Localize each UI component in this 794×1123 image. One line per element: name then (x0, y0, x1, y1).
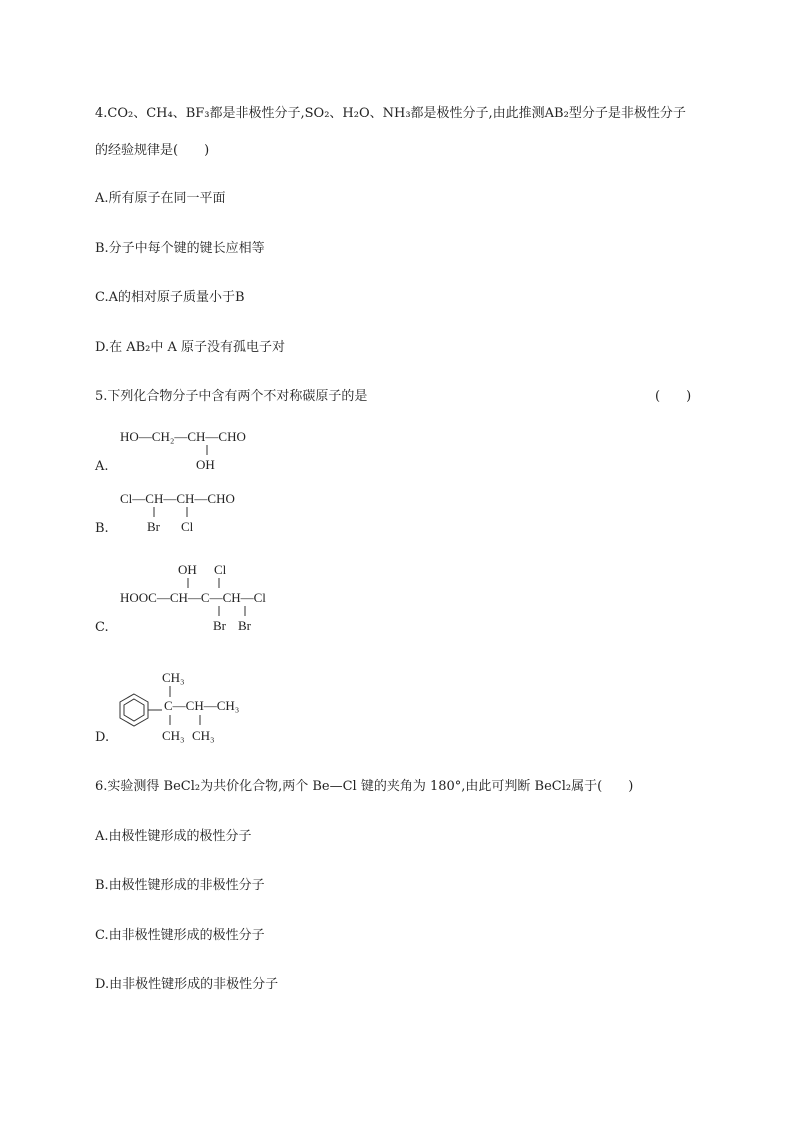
q5-b-cl: Cl (181, 519, 194, 534)
q5-structure-a (110, 425, 290, 475)
q6-stem: 6.实验测得 BeCl₂为共价化合物,两个 Be—Cl 键的夹角为 180°,由此可判断 BeCl₂属于( ) (95, 779, 634, 794)
q5-b-main-chain: Cl—CH—CH—CHO (120, 491, 235, 506)
q5-option-c-letter: C. (95, 620, 109, 635)
q5-c-main-chain: HOOC—CH—C—CH—Cl (120, 590, 266, 605)
q5-structure-d (110, 668, 310, 748)
q5-structure-b (110, 487, 290, 537)
q6-option-a: A.由极性键形成的极性分子 (95, 829, 252, 844)
q6-option-b: B.由极性键形成的非极性分子 (95, 878, 265, 893)
q4-option-b: B.分子中每个键的键长应相等 (95, 241, 265, 256)
q4-stem-line2: 的经验规律是( ) (95, 143, 210, 158)
q5-a-main-chain: HO—CH₂—CH—CHO (120, 429, 246, 444)
q5-option-b-letter: B. (95, 521, 109, 536)
q5-b-br: Br (147, 519, 160, 534)
q5-option-d-letter: D. (95, 730, 110, 745)
q5-c-top-cl: Cl (214, 562, 227, 577)
q5-d-bot-ch3-2: CH₃ (192, 728, 215, 743)
q5-c-oh: OH (178, 562, 197, 577)
q6-option-d: D.由非极性键形成的非极性分子 (95, 977, 279, 992)
q4-stem-line1: 4.CO₂、CH₄、BF₃都是非极性分子,SO₂、H₂O、NH₃都是极性分子,由此推测AB₂型分子是非极性分子 (95, 106, 686, 121)
q4-option-a: A.所有原子在同一平面 (95, 191, 226, 206)
q4-option-d: D.在 AB₂中 A 原子没有孤电子对 (95, 340, 286, 355)
benzene-inner-ring-icon (124, 699, 144, 721)
q5-d-bot-ch3-1: CH₃ (162, 728, 185, 743)
q5-d-main-chain: C—CH—CH₃ (164, 698, 240, 713)
q5-c-br-1: Br (213, 618, 226, 633)
q5-a-oh: OH (196, 457, 215, 472)
q6-option-c: C.由非极性键形成的极性分子 (95, 928, 265, 943)
q5-answer-paren: ( ) (655, 389, 692, 404)
q5-stem: 5.下列化合物分子中含有两个不对称碳原子的是 (95, 389, 368, 404)
q5-structure-c (110, 560, 310, 635)
q5-c-br-2: Br (238, 618, 251, 633)
q5-d-top-ch3: CH₃ (162, 670, 185, 685)
q5-option-a-letter: A. (95, 459, 109, 474)
q4-option-c: C.A的相对原子质量小于B (95, 290, 245, 305)
